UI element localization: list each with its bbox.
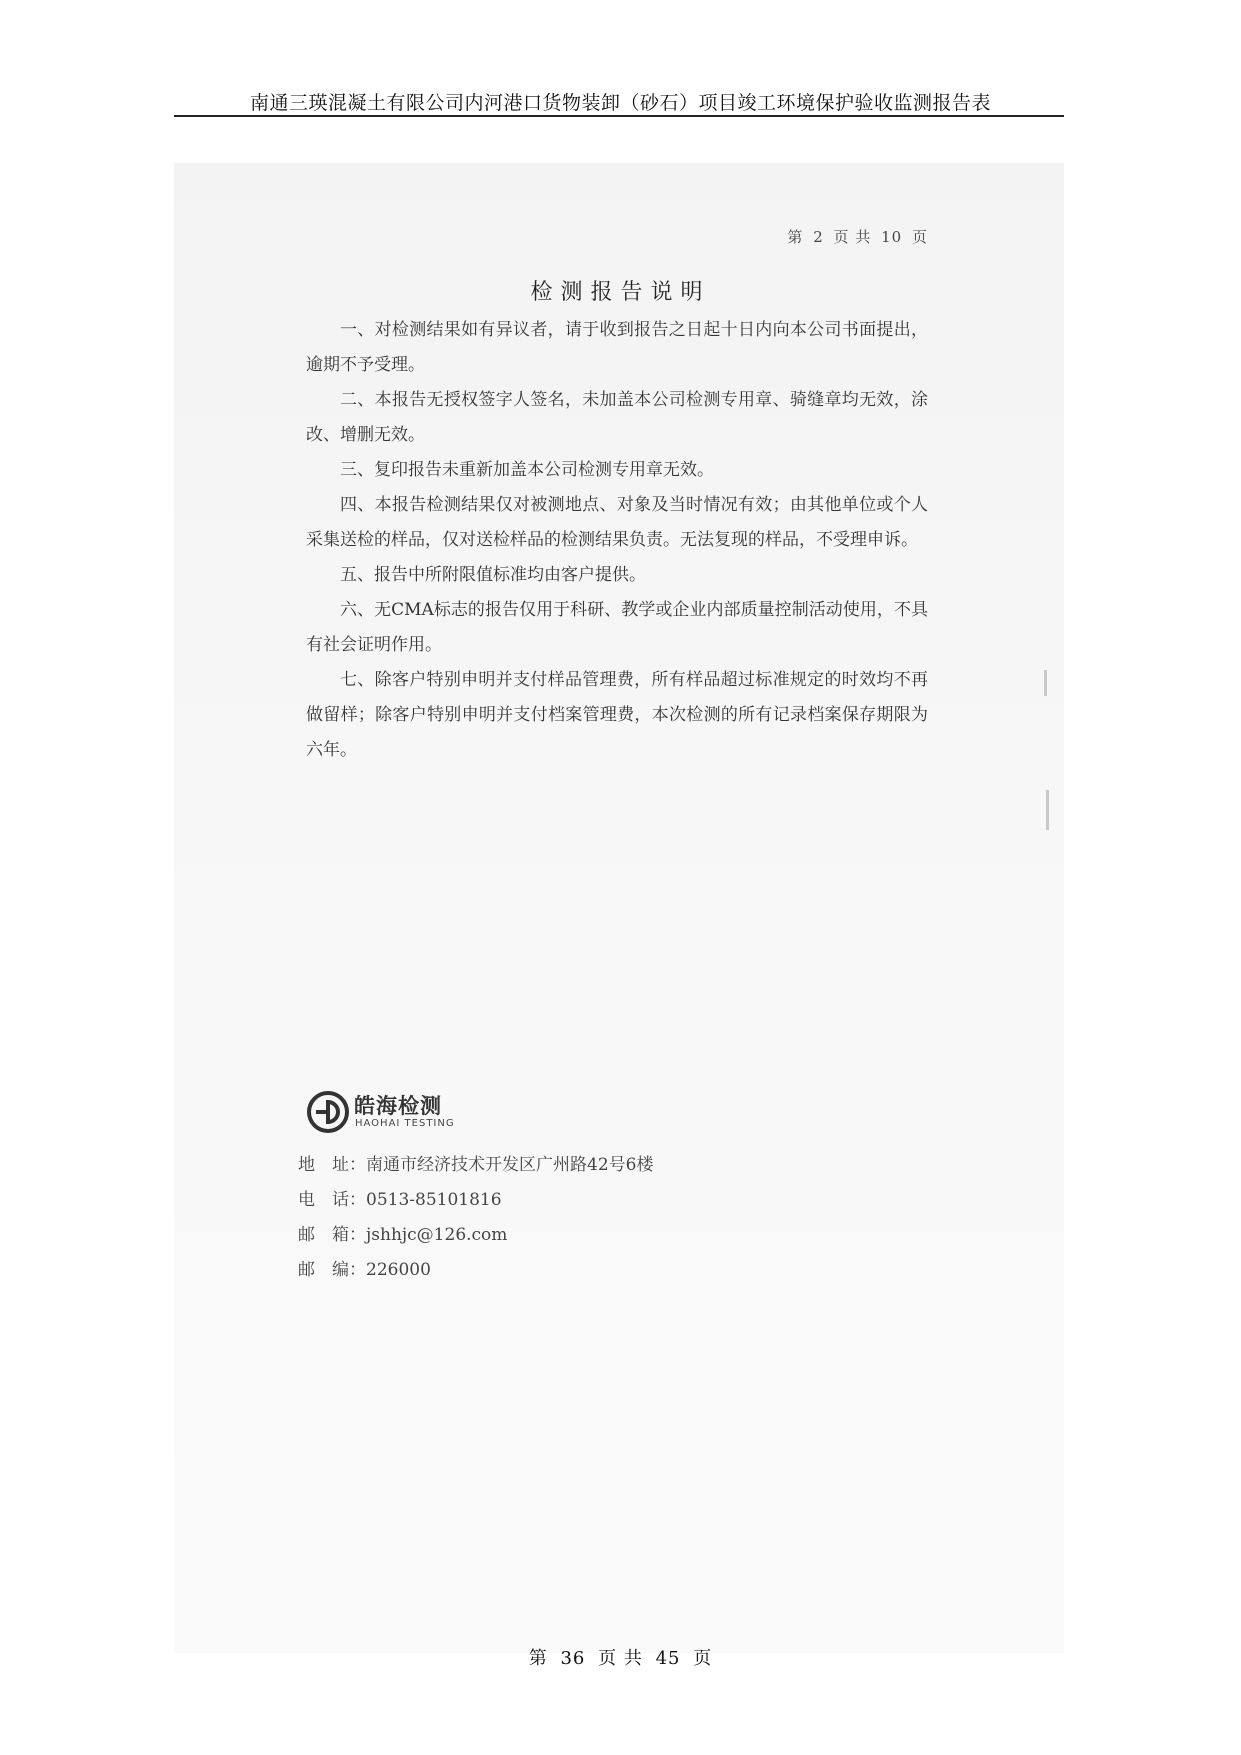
contact-email (298, 1218, 653, 1253)
note-item-2: 二、本报告无授权签字人签名，未加盖本公司检测专用章、骑缝章均无效，涂改、增删无效。 (306, 390, 928, 445)
header-divider (174, 115, 1064, 117)
contact-label: 电 话： (298, 1190, 366, 1210)
contact-label: 地 址： (298, 1155, 366, 1175)
logo-english-name: HAOHAI TESTING (355, 1118, 455, 1129)
contact-label: 邮 箱： (298, 1225, 366, 1245)
inner-page-total: 10 (881, 228, 903, 246)
contact-value: 226000 (366, 1260, 431, 1280)
notes-title: 检测报告说明 (530, 280, 711, 305)
footer-page-number (0, 1644, 1241, 1670)
company-logo (306, 1090, 476, 1134)
inner-page-number (0, 226, 930, 247)
logo-chinese-name: 皓海检测 (354, 1094, 442, 1118)
inner-page-suffix: 页 (911, 228, 928, 246)
contact-value: jshhjc@126.com (366, 1225, 508, 1245)
note-item-5: 五、报告中所附限值标准均由客户提供。 (340, 565, 646, 585)
note-item-7: 七、除客户特别申明并支付样品管理费，所有样品超过标准规定的时效均不再做留样；除客户特别申明并支付档案管理费，本次检测的所有记录档案保存期限为六年。 (306, 670, 928, 760)
inner-page-mid: 页 共 (833, 228, 872, 246)
report-header-title: 南通三瑛混凝土有限公司内河港口货物装卸（砂石）项目竣工环境保护验收监测报告表 (249, 92, 991, 114)
contact-label: 邮 编： (298, 1260, 366, 1280)
contact-value: 南通市经济技术开发区广州路42号6楼 (366, 1155, 654, 1175)
footer-page-mid: 页 共 (598, 1648, 643, 1669)
note-item-4: 四、本报告检测结果仅对被测地点、对象及当时情况有效；由其他单位或个人采集送检的样品，仅对送检样品的检测结果负责。无法复现的样品，不受理申诉。 (306, 495, 928, 550)
note-item-3: 三、复印报告未重新加盖本公司检测专用章无效。 (340, 460, 714, 480)
contact-info (298, 1148, 653, 1288)
contact-value: 0513-85101816 (366, 1190, 502, 1210)
footer-page-prefix: 第 (528, 1648, 548, 1669)
notes-list (306, 313, 928, 768)
footer-page-total: 45 (655, 1648, 681, 1669)
footer-page-suffix: 页 (693, 1648, 713, 1669)
contact-postcode (298, 1253, 653, 1288)
inner-page-current: 2 (813, 228, 824, 246)
note-item-6: 六、无CMA标志的报告仅用于科研、教学或企业内部质量控制活动使用，不具有社会证明作用。 (306, 600, 928, 655)
haohai-logo-icon (306, 1090, 350, 1134)
footer-page-current: 36 (560, 1648, 586, 1669)
inner-page-prefix: 第 (787, 228, 804, 246)
note-item-1: 一、对检测结果如有异议者，请于收到报告之日起十日内向本公司书面提出，逾期不予受理。 (306, 320, 928, 375)
scan-artifact (1044, 670, 1047, 696)
contact-address (298, 1148, 653, 1183)
contact-phone (298, 1183, 653, 1218)
scan-artifact (1046, 790, 1049, 830)
